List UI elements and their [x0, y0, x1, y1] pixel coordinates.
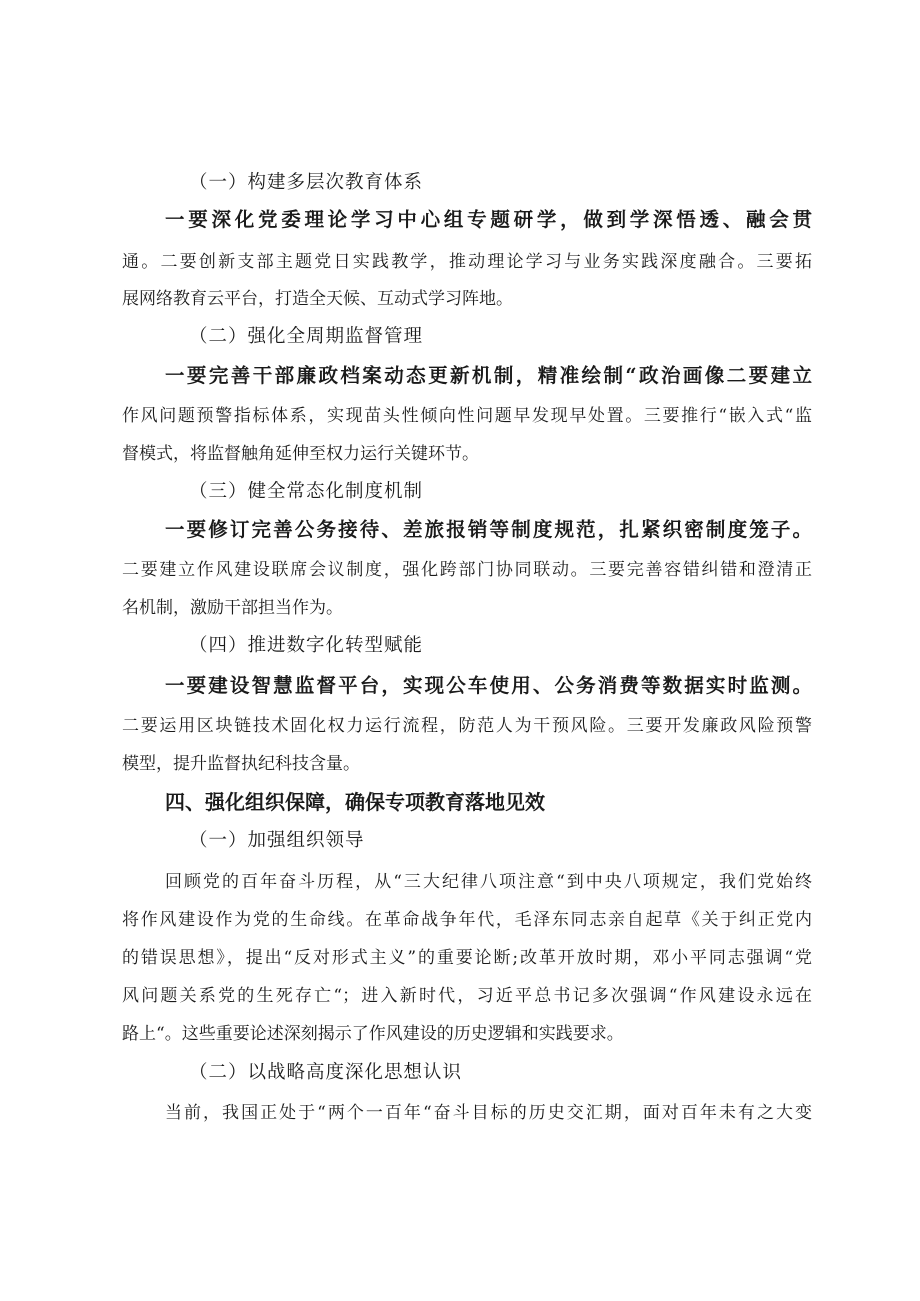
subheading-strategy: （二）以战略高度深化思想认识 [189, 1062, 463, 1083]
paragraph-line: 的错误思想》，提出“反对形式主义”的重要论断;改革开放时期，邓小平同志强调“党 [122, 948, 812, 968]
paragraph-line: 二要建立作风建设联席会议制度，强化跨部门协同联动。三要完善容错纠错和澄清正 [122, 560, 812, 580]
paragraph-line: 回顾党的百年奋斗历程，从“三大纪律八项注意“到中央八项规定，我们党始终 [165, 872, 812, 892]
paragraph-line: 一要完善干部廉政档案动态更新机制，精准绘制“政治画像二要建立 [165, 364, 812, 387]
paragraph-line: 路上“。这些重要论述深刻揭示了作风建设的历史逻辑和实践要求。 [122, 1024, 624, 1044]
paragraph-line: 当前，我国正处于“两个一百年“奋斗目标的历史交汇期，面对百年未有之大变 [165, 1103, 812, 1123]
subheading-education-system: （一）构建多层次教育体系 [189, 172, 424, 193]
paragraph-line: 将作风建设作为党的生命线。在革命战争年代，毛泽东同志亲自起草《关于纠正党内 [122, 910, 812, 930]
subheading-leadership: （一）加强组织领导 [189, 830, 365, 851]
paragraph-line: 二要运用区块链技术固化权力运行流程，防范人为干预风险。三要开发廉政风险预警 [122, 716, 812, 736]
subheading-institutions: （三）健全常态化制度机制 [189, 481, 424, 502]
section-heading: 四、强化组织保障，确保专项教育落地见效 [165, 790, 545, 814]
paragraph-line: 督模式，将监督触角延伸至权力运行关键环节。 [122, 444, 479, 464]
paragraph-line: 风问题关系党的生死存亡“；进入新时代，习近平总书记多次强调“作风建设永远在 [122, 986, 812, 1006]
paragraph-line: 名机制，激励干部担当作为。 [122, 598, 343, 618]
paragraph-line: 一要建设智慧监督平台，实现公车使用、公务消费等数据实时监测。 [165, 674, 812, 697]
paragraph-line: 展网络教育云平台，打造全天候、互动式学习阵地。 [122, 289, 513, 309]
subheading-supervision: （二）强化全周期监督管理 [189, 326, 424, 347]
subheading-digital: （四）推进数字化转型赋能 [189, 635, 424, 656]
paragraph-line: 一要修订完善公务接待、差旅报销等制度规范，扎紧织密制度笼子。 [165, 518, 812, 541]
paragraph-line: 作风问题预警指标体系，实现苗头性倾向性问题早发现早处置。三要推行“嵌入式“监 [122, 406, 812, 426]
paragraph-line: 模型，提升监督执纪科技含量。 [122, 754, 360, 774]
paragraph-line: 一要深化党委理论学习中心组专题研学，做到学深悟透、融会贯 [165, 208, 812, 231]
paragraph-line: 通。二要创新支部主题党日实践教学，推动理论学习与业务实践深度融合。三要拓 [122, 252, 812, 272]
